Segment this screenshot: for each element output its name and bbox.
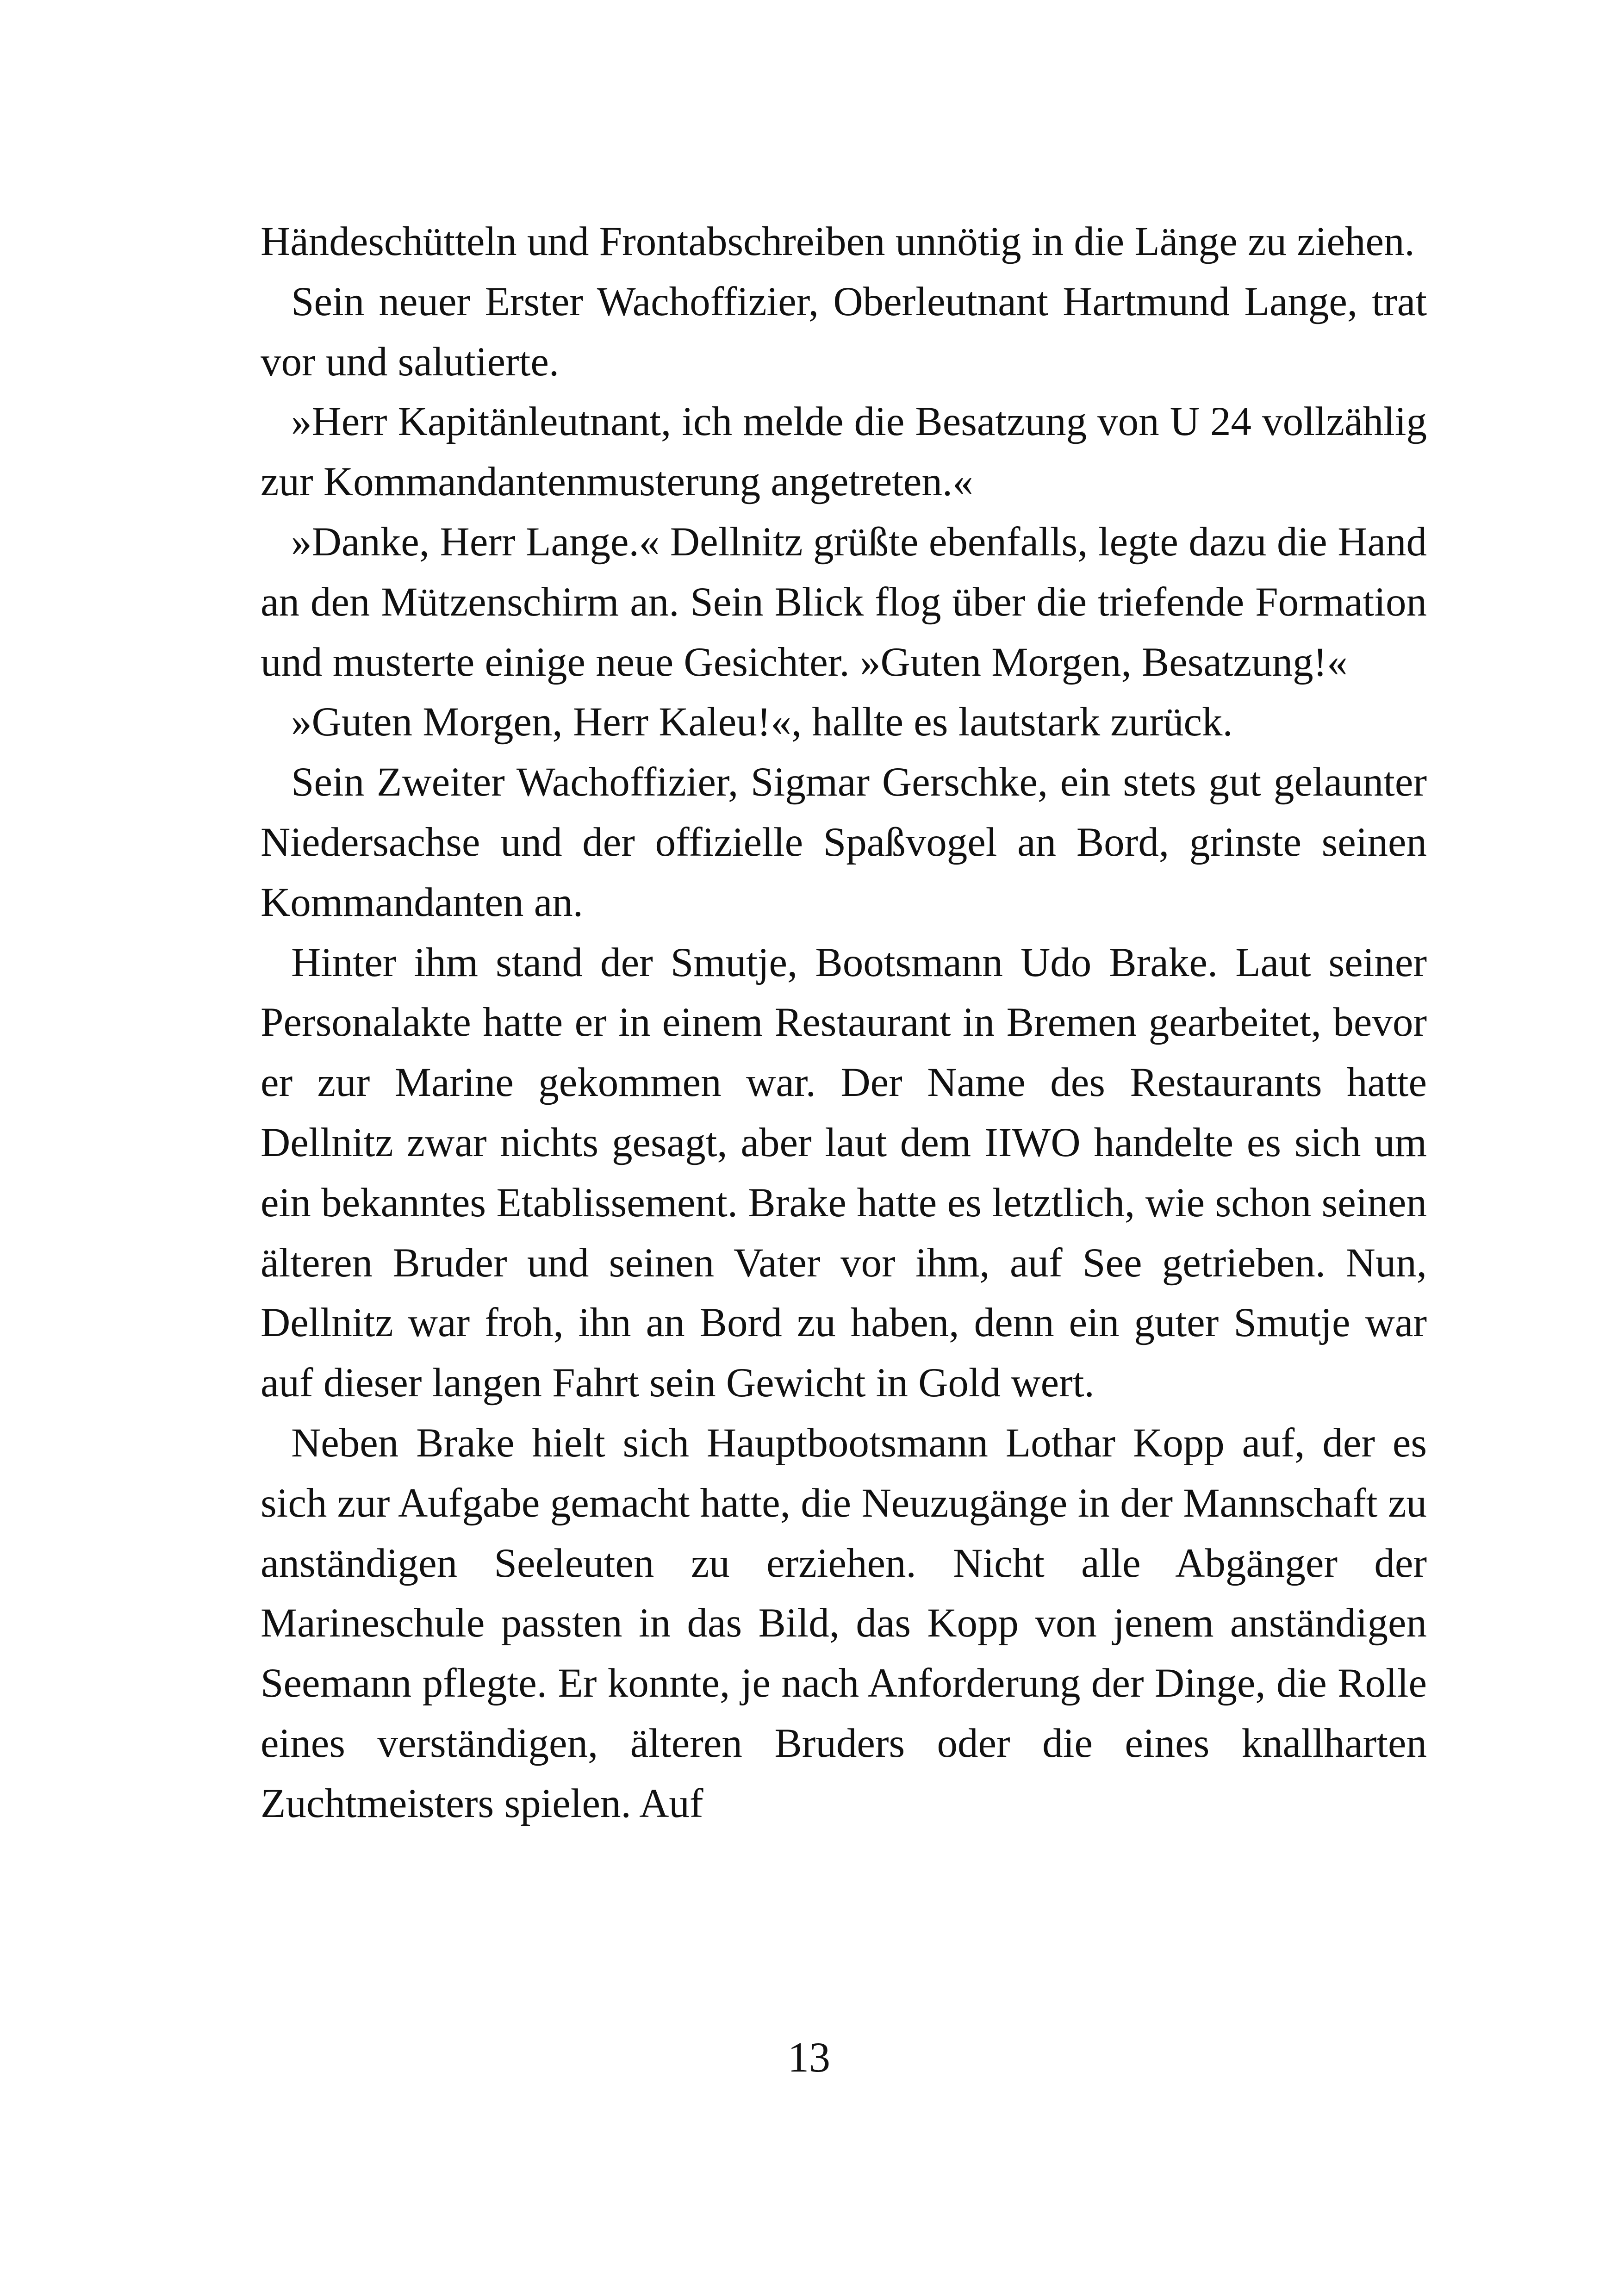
page-number: 13: [788, 2034, 830, 2081]
paragraph: »Herr Kapitänleutnant, ich melde die Besatzung von U 24 vollzählig zur Kommandantenmusterung angetreten.«: [261, 399, 1427, 505]
paragraph: Neben Brake hielt sich Hauptbootsmann Lothar Kopp auf, der es sich zur Aufgabe gemacht hatte, die Neuzugänge in der Mannschaft zu anständigen Seeleuten zu erziehen. Nicht alle Abgänger der Marineschule passten in das Bild, das Kopp von jenem anständigen Seemann pflegte. Er konnte, je nach Anforderung der Dinge, die Rolle eines verständigen, älteren Bruders oder die eines knallharten Zuchtmeisters spielen. Auf: [261, 1420, 1427, 1826]
body-text: [261, 212, 1427, 1834]
paragraph: Hinter ihm stand der Smutje, Bootsmann Udo Brake. Laut seiner Personalakte hatte er in einem Restaurant in Bremen gearbeitet, bevor er zur Marine gekommen war. Der Name des Restaurants hatte Dellnitz zwar nichts gesagt, aber laut dem IIWO handelte es sich um ein bekanntes Etablissement. Brake hatte es letztlich, wie schon seinen älteren Bruder und seinen Vater vor ihm, auf See getrieben. Nun, Dellnitz war froh, ihn an Bord zu haben, denn ein guter Smutje war auf dieser langen Fahrt sein Gewicht in Gold wert.: [261, 940, 1427, 1406]
paragraph: Sein neuer Erster Wachoffizier, Oberleutnant Hartmund Lange, trat vor und salutierte.: [261, 279, 1427, 385]
paragraph: Sein Zweiter Wachoffizier, Sigmar Gerschke, ein stets gut gelaunter Niedersachse und der offizielle Spaßvogel an Bord, grinste seinen Kommandanten an.: [261, 759, 1427, 925]
paragraph: »Guten Morgen, Herr Kaleu!«, hallte es lautstark zurück.: [291, 699, 1233, 745]
paragraph: »Danke, Herr Lange.« Dellnitz grüßte ebenfalls, legte dazu die Hand an den Mützenschirm an. Sein Blick flog über die triefende Formation und musterte einige neue Gesichter. »Guten Morgen, Besatzung!«: [261, 519, 1427, 685]
paragraph-continuation: Händeschütteln und Frontabschreiben unnötig in die Länge zu ziehen.: [261, 219, 1415, 264]
